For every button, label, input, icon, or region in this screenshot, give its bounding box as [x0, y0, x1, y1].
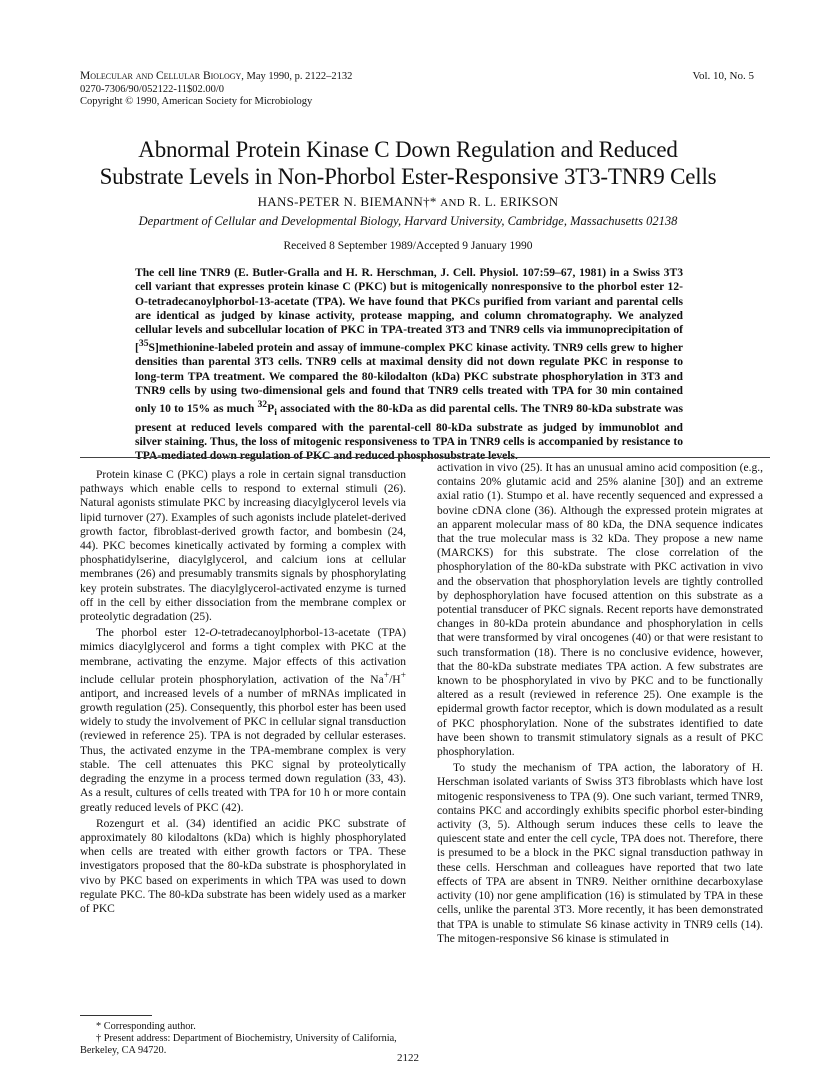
journal-name: Molecular and Cellular Biology: [80, 70, 242, 82]
journal-header: [80, 70, 352, 109]
text-run: The phorbol ester 12-: [96, 627, 210, 640]
abstract-superscript-2: 32: [257, 399, 268, 411]
footnote-present-address: † Present address: Department of Biochemistry, University of California, Berkeley, CA 94720.: [80, 1033, 397, 1057]
text-run: /H: [389, 673, 401, 686]
paragraph: To study the mechanism of TPA action, the laboratory of H. Herschman isolated variants of Swiss 3T3 fibroblasts which have lost mitogenic responsiveness to TPA (9). One such variant, termed TNR9, contains PKC and accordingly exhibits specific phorbol ester-binding activity (3, 5). Although serum induces these cells to leave the quiescent state and enter the cell cycle, TPA does not. Therefore, there is presumed to be a block in the PKC signal transduction pathway in these cells. Herschman and colleagues have reported that two late effects of TPA are absent in TNR9. Neither ornithine decarboxylase activity (10) nor gene amplification (16) is stimulated by TPA in these cells, unlike the parental 3T3. More recently, it has been demonstrated that TPA is unable to stimulate S6 kinase activity in TNR9 cells (14). The mitogen-responsive S6 kinase is stimulated in: [437, 762, 763, 945]
paragraph: activation in vivo (25). It has an unusual amino acid composition (e.g., contains 20% glutamic acid and 25% alanine [30]) and an extreme axial ratio (1). Stumpo et al. have recently sequenced and expressed a bovine cDNA clone (36). Although the expressed protein migrates at an apparent molecular mass of 80 kDa, the DNA sequence indicates that the true molecular mass is 32 kDa. They propose a new name (MARCKS) for this substrate. The close correlation of the phosphorylation of the 80-kDa substrate with PKC activation in vivo and the observation that phosphorylation levels are tightly controlled by dephosphorylation have focused attention on this substrate as a potential transducer of PKC signals. Recent reports have demonstrated changes in 80-kDa protein abundance and phosphorylation in cells that were transformed by viral oncogenes (40) or that were resistant to such transformation (18). There is no conclusive evidence, however, that the 80-kDa substrate mediates TPA action. A few substrates are known to be phosphorylated in vivo by PKC and to be functionally altered as a result (reviewed in reference 25). One example is the epidermal growth factor receptor, which is down modulated as a result of PKC phosphorylation. None of the substrates identified to date have been shown to transmit stimulatory signals as a result of PKC phosphorylation.: [437, 462, 763, 759]
italic-run: O: [209, 627, 218, 640]
article-title: [60, 136, 756, 190]
journal-date-pages: , May 1990, p. 2122–2132: [241, 71, 353, 82]
author-2: R. L. ERIKSON: [468, 194, 559, 209]
title-line-2: Substrate Levels in Non-Phorbol Ester-Responsive 3T3-TNR9 Cells: [99, 164, 717, 189]
paragraph: Rozengurt et al. (34) identified an acidic PKC substrate of approximately 80 kilodaltons (kDa) which is highly phosphorylated when cells are treated with either growth factors or TPA. These investigators proposed that the 80-kDa substrate is phosphorylated in vivo by PKC based on experiments in which TPA was used to down regulate PKC. The 80-kDa substrate has been widely used as a marker of PKC: [80, 817, 406, 915]
text-run: -tetradecanoylphorbol-13-acetate (TPA) mimics diacylglycerol and forms a tight complex with PKC at the membrane, activating the enzyme. Major effects of this activation include cellular protein phosphorylation, activation of the Na: [80, 627, 406, 686]
abstract-divider: [80, 457, 770, 458]
author-conjunction: AND: [440, 197, 466, 209]
title-line-1: Abnormal Protein Kinase C Down Regulation and Reduced: [138, 137, 678, 162]
paragraph: [80, 626, 406, 814]
affiliation: Department of Cellular and Developmental Biology, Harvard University, Cambridge, Massachusetts 02138: [138, 214, 678, 228]
page-number: 2122: [397, 1052, 419, 1064]
abstract-text-2: S]methionine-labeled protein and assay of immune-complex PKC kinase activity. TNR9 cells grew to higher densities than parental 3T3 cells. TNR9 cells at maximal density did not down regulate PKC in response to long-term TPA treatment. We compared the 80-kilodalton (kDa) PKC substrate phosphorylation in 3T3 and TNR9 cells by using two-dimensional gels and found that TNR9 cells treated with TPA for 30 min contained only 10 to 15% as much: [135, 341, 683, 415]
volume-issue: Vol. 10, No. 5: [692, 70, 754, 82]
body-column-right: [437, 461, 763, 946]
text-run: antiport, and increased levels of a number of mRNAs implicated in growth regulation (25). Consequently, this phorbol ester has been used widely to study the involvement of PKC in cellular signal transduction (reviewed in reference 25). TPA is not degraded by cellular esterases. Thus, the activated enzyme in the TPA-membrane complex is very stable. The cell attenuates this PKC signal by proteolytically degrading the enzyme in a process termed down regulation (33, 43). As a result, cultures of cells treated with TPA for 10 h or more contain greatly reduced levels of PKC (42).: [80, 687, 406, 814]
abstract-text-3: P: [267, 401, 275, 415]
footnote-corresponding: * Corresponding author.: [96, 1021, 196, 1032]
abstract: [135, 266, 683, 463]
abstract-subscript: i: [274, 407, 277, 419]
abstract-text-1: The cell line TNR9 (E. Butler-Gralla and H. R. Herschman, J. Cell. Physiol. 107:59–67, 1981) in a Swiss 3T3 cell variant that expresses protein kinase C (PKC) but is mitogenically nonresponsive to the phorbol ester 12-O-tetradecanoylphorbol-13-acetate (TPA). We have found that PKCs purified from variant and parental cells are identical as judged by kinase activity, protease mapping, and column chromatography. We analyzed cellular levels and subcellular location of PKC in TPA-treated 3T3 and TNR9 cells via immunoprecipitation of [: [135, 266, 683, 355]
abstract-superscript-1: 35: [138, 338, 149, 350]
author-list: [60, 194, 756, 210]
abstract-text-4: associated with the 80-kDa as did parental cells. The TNR9 80-kDa substrate was present at reduced levels compared with the parental-cell 80-kDa substrate as judged by immunoblot and silver staining. Thus, the loss of mitogenic responsiveness to TPA in TNR9 cells is accompanied by resistance to TPA-mediated down regulation of PKC and reduced phosphosubstrate levels.: [135, 401, 683, 463]
superscript: +: [400, 669, 406, 681]
footnote-divider: [80, 1015, 152, 1016]
journal-code: 0270-7306/90/052122-11$02.00/0: [80, 83, 224, 95]
body-column-left: [80, 468, 406, 916]
paragraph: Protein kinase C (PKC) plays a role in certain signal transduction pathways which enable cells to respond to external stimuli (26). Natural agonists stimulate PKC by increasing diacylglycerol levels via lipid turnover (27). Examples of such agonists include platelet-derived growth factor, fibroblast-derived growth factor, and bombesin (24, 44). PKC becomes kinetically activated by forming a complex with phosphatidylserine, diacylglycerol, and calcium ions at cellular membranes (26) and presumably transmits signals by phosphorylating key protein substrates. The diacylglycerol-activated enzyme is turned off in the cell by either dissociation from the membrane complex or proteolytic degradation (25).: [80, 469, 406, 624]
author-1: HANS-PETER N. BIEMANN†*: [257, 194, 437, 209]
superscript: +: [383, 669, 390, 681]
copyright-line: Copyright © 1990, American Society for Microbiology: [80, 96, 313, 107]
journal-citation: [80, 70, 352, 84]
received-dates: Received 8 September 1989/Accepted 9 January 1990: [283, 240, 533, 252]
